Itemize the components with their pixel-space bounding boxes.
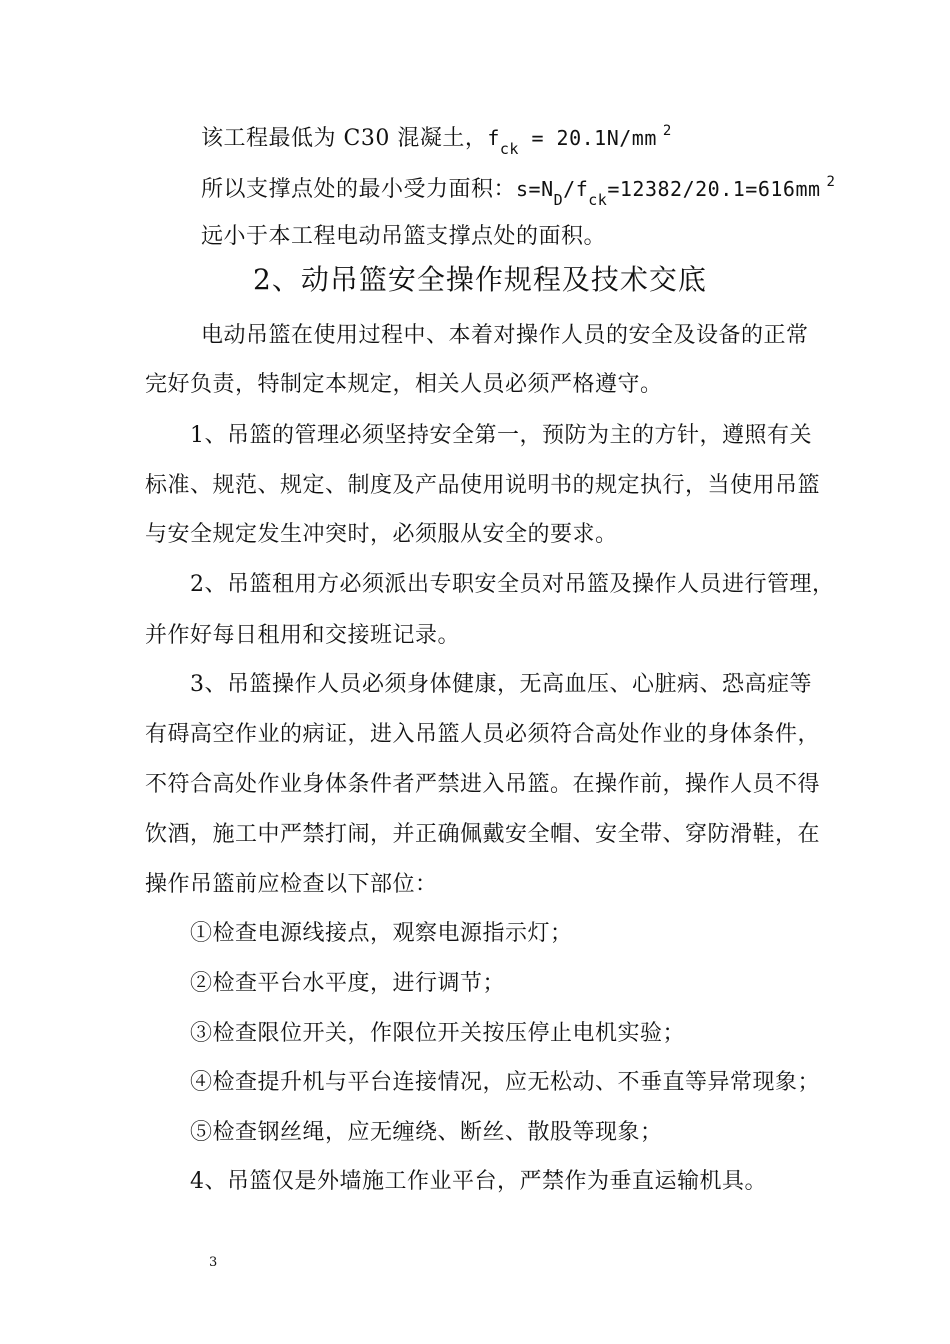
formula-line1-f: f — [487, 126, 500, 150]
formula-line-min-area — [201, 174, 835, 207]
item3-line-1: 3、吊篮操作人员必须身体健康，无高血压、心脏病、恐高症等 — [190, 672, 812, 697]
formula-line-conclusion: 远小于本工程电动吊篮支撑点处的面积。 — [201, 224, 607, 249]
formula-line2-value: =12382/20.1=616mm — [607, 177, 821, 201]
intro-line-2: 完好负责，特制定本规定，相关人员必须严格遵守。 — [145, 372, 663, 397]
formula-line1-value: = 20.1N/mm — [518, 126, 657, 150]
formula-line2-f-subscript: ck — [588, 191, 608, 209]
page-number: 3 — [209, 1255, 218, 1270]
item1-line-3: 与安全规定发生冲突时，必须服从安全的要求。 — [145, 522, 618, 547]
formula-line2-n-subscript: D — [553, 191, 564, 209]
formula-line1-prefix: 该工程最低为 C30 混凝土， — [201, 126, 488, 151]
item3-line-5: 操作吊篮前应检查以下部位： — [145, 872, 438, 897]
item2-line-1: 2、吊篮租用方必须派出专职安全员对吊篮及操作人员进行管理， — [190, 572, 835, 597]
formula-line2-slash-f: /f — [563, 177, 589, 201]
check-item-5: ⑤检查钢丝绳，应无缠绕、断丝、散股等现象； — [190, 1120, 663, 1145]
check-item-4: ④检查提升机与平台连接情况，应无松动、不垂直等异常现象； — [190, 1070, 821, 1095]
intro-line-1: 电动吊篮在使用过程中、本着对操作人员的安全及设备的正常 — [201, 323, 809, 348]
formula-line-concrete-strength — [201, 123, 672, 156]
formula-line2-prefix: 所以支撑点处的最小受力面积： — [201, 177, 517, 202]
formula-line2-superscript: 2 — [826, 174, 836, 190]
check-item-2: ②检查平台水平度，进行调节； — [190, 971, 506, 996]
item3-line-3: 不符合高处作业身体条件者严禁进入吊篮。在操作前，操作人员不得 — [145, 772, 821, 797]
item3-line-2: 有碍高空作业的病证，进入吊篮人员必须符合高处作业的身体条件， — [145, 722, 821, 747]
item1-line-2: 标准、规范、规定、制度及产品使用说明书的规定执行，当使用吊篮 — [145, 473, 821, 498]
item1-line-1: 1、吊篮的管理必须坚持安全第一，预防为主的方针，遵照有关 — [190, 423, 812, 448]
item4-line-1: 4、吊篮仅是外墙施工作业平台，严禁作为垂直运输机具。 — [190, 1169, 767, 1194]
formula-line1-superscript: 2 — [662, 123, 672, 139]
formula-line1-f-subscript: ck — [499, 140, 519, 158]
check-item-1: ①检查电源线接点，观察电源指示灯； — [190, 921, 573, 946]
formula-line2-s-eq: s=N — [516, 177, 554, 201]
section-heading: 2、动吊篮安全操作规程及技术交底 — [253, 263, 707, 296]
item2-line-2: 并作好每日租用和交接班记录。 — [145, 623, 461, 648]
check-item-3: ③检查限位开关，作限位开关按压停止电机实验； — [190, 1021, 686, 1046]
item3-line-4: 饮酒，施工中严禁打闹，并正确佩戴安全帽、安全带、穿防滑鞋，在 — [145, 822, 821, 847]
